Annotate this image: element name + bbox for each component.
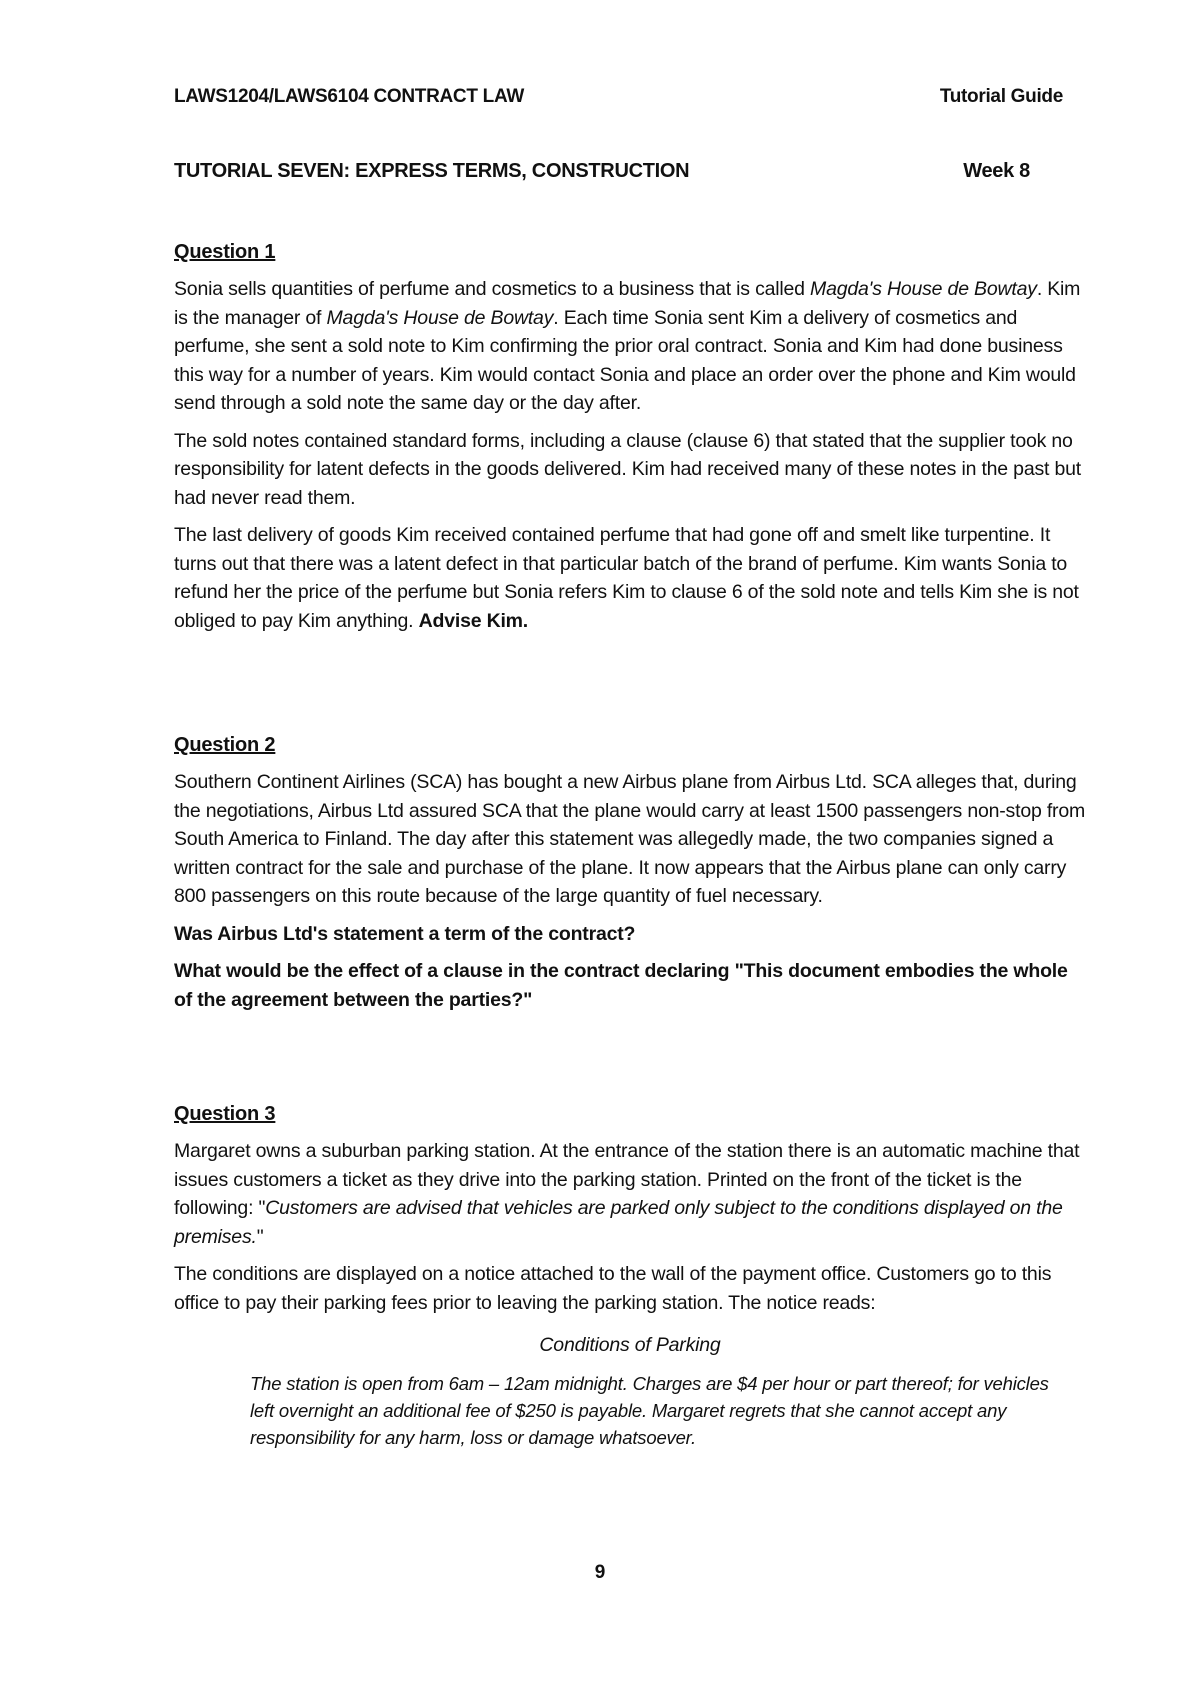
- running-header: [174, 86, 1063, 112]
- page-number: 9: [594, 1562, 606, 1583]
- question-2-heading: Question 2: [174, 734, 276, 756]
- text-run: ": [256, 1225, 264, 1248]
- text-run: The last delivery of goods Kim received contained perfume that had gone off and smelt like turpentine. It turns out that there was a latent defect in that particular batch of the brand of perfume. Kim wants Sonia to refund her the price of the perfume but Sonia refers Kim to clause 6 of the sold note and tells Kim she is not obliged to pay Kim anything.: [174, 524, 1079, 632]
- question-2-ask-2: What would be the effect of a clause in the contract declaring "This document embodies the whole of the agreement between the parties?": [174, 960, 1068, 1011]
- notice-title: Conditions of Parking: [539, 1334, 721, 1356]
- notice-text: The station is open from 6am – 12am midnight. Charges are $4 per hour or part thereof; for vehicles left overnight an additional fee of $250 is payable. Margaret regrets that she cannot accept any responsibility for any harm, loss or damage whatsoever.: [250, 1372, 1049, 1448]
- guide-label: Tutorial Guide: [939, 86, 1063, 107]
- text-run: Sonia sells quantities of perfume and cosmetics to a business that is called: [174, 278, 811, 300]
- question-3: [174, 1099, 1086, 1451]
- text-run: . Each time Sonia sent Kim a delivery of cosmetics and perfume, she sent a sold note to Kim confirming the prior oral contract. Sonia and Kim had done business this way for a number of years. Kim would contact Sonia and place an order over the phone and Kim would send through a sold note the same day or the day after.: [174, 306, 1076, 414]
- question-1-paragraph-3: [174, 521, 1086, 635]
- question-1: [174, 237, 1086, 644]
- tutorial-title-row: [174, 160, 1030, 188]
- business-name: Magda's House de Bowtay: [810, 278, 1037, 300]
- question-1-paragraph-1: [174, 275, 1086, 418]
- instruction: Advise Kim.: [418, 609, 529, 632]
- question-3-paragraph-1: [174, 1137, 1086, 1251]
- question-2-ask-1: Was Airbus Ltd's statement a term of the contract?: [174, 922, 636, 945]
- business-name: Magda's House de Bowtay: [326, 306, 554, 329]
- week-label: Week 8: [963, 160, 1030, 182]
- text-run: . Kim is the manager of: [174, 278, 1081, 329]
- question-1-heading: Question 1: [174, 241, 276, 263]
- course-code: LAWS1204/LAWS6104 CONTRACT LAW: [174, 86, 524, 107]
- text-run: Margaret owns a suburban parking station. At the entrance of the station there is an automatic machine that issues customers a ticket as they drive into the parking station. Printed on the front of the ticket is the following: ": [174, 1140, 1080, 1219]
- question-2: [174, 730, 1086, 1023]
- ticket-text: Customers are advised that vehicles are parked only subject to the conditions displayed on the premises.: [174, 1197, 1063, 1248]
- question-3-paragraph-2: The conditions are displayed on a notice attached to the wall of the payment office. Customers go to this office to pay their parking fees prior to leaving the parking station. The notice reads:: [174, 1263, 1052, 1314]
- question-3-heading: Question 3: [174, 1103, 276, 1125]
- question-1-paragraph-2: The sold notes contained standard forms, including a clause (clause 6) that stated that the supplier took no responsibility for latent defects in the goods delivered. Kim had received many of these notes in the past but had never read them.: [174, 429, 1081, 509]
- question-2-paragraph-1: Southern Continent Airlines (SCA) has bought a new Airbus plane from Airbus Ltd. SCA alleges that, during the negotiations, Airbus Ltd assured SCA that the plane would carry at least 1500 passengers non-stop from South America to Finland. The day after this statement was allegedly made, the two companies signed a written contract for the sale and purchase of the plane. It now appears that the Airbus plane can only carry 800 passengers on this route because of the large quantity of fuel necessary.: [174, 771, 1086, 907]
- tutorial-title: TUTORIAL SEVEN: EXPRESS TERMS, CONSTRUCTION: [174, 160, 690, 182]
